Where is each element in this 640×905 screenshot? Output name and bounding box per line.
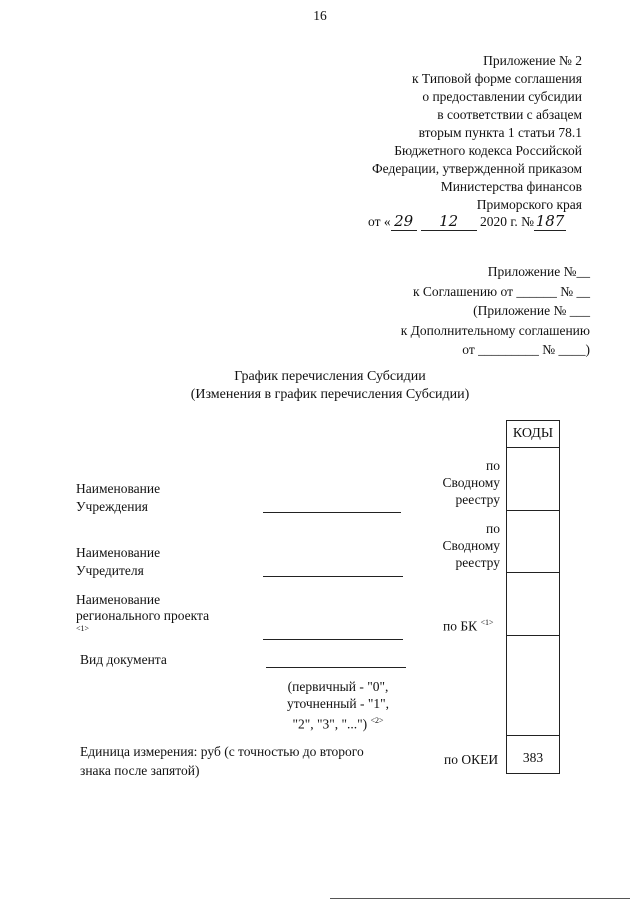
label-line: Наименование — [76, 545, 161, 560]
appendix-main-line: в соответствии с абзацем — [437, 107, 582, 122]
date-year-text: 2020 г. № — [479, 214, 535, 229]
codes-divider — [506, 572, 559, 573]
label-line: регионального проекта — [76, 608, 210, 623]
appendix-agreement-header — [340, 262, 590, 360]
codes-divider — [506, 510, 559, 511]
title-line-2: (Изменения в график перечисления Субсидии) — [190, 387, 470, 402]
date-day-handwritten: 29 — [391, 212, 417, 231]
page-number: 16 — [313, 8, 327, 23]
order-date-line — [368, 212, 588, 231]
code-label-register — [420, 457, 500, 508]
document-type-note — [268, 678, 408, 733]
footnote-marker: <1> — [76, 624, 90, 633]
regional-project-label — [76, 592, 209, 634]
founder-name-label — [76, 544, 160, 580]
okei-code-value: 383 — [522, 750, 544, 765]
appendix-agreement-line: (Приложение № ___ — [473, 303, 590, 318]
note-line: уточненный - "1", — [286, 696, 389, 711]
appendix-main-line: Приложение № 2 — [483, 53, 582, 68]
appendix-main-line: Бюджетного кодекса Российской — [394, 143, 582, 158]
appendix-main-line: Министерства финансов — [440, 179, 582, 194]
code-label-line: по БК — [443, 618, 478, 634]
appendix-main-line: Федерации, утвержденной приказом — [371, 161, 582, 176]
footnote-marker: <2> — [370, 716, 384, 725]
codes-header: КОДЫ — [506, 420, 560, 448]
footnote-marker: <1> — [480, 618, 494, 627]
founder-name-field-line — [263, 576, 403, 577]
document-type-label: Вид документа — [80, 652, 167, 667]
appendix-main-header — [320, 52, 582, 214]
document-title — [120, 368, 540, 404]
code-label-line: Сводному — [442, 538, 500, 553]
code-label-line: по — [486, 458, 500, 473]
code-label-bk — [443, 618, 494, 635]
appendix-agreement-line: к Соглашению от ______ № __ — [412, 283, 590, 299]
label-line: Учредителя — [76, 563, 144, 578]
note-line: "2", "3", "...") — [292, 716, 368, 732]
appendix-main-line: к Типовой форме соглашения — [412, 71, 582, 86]
date-prefix: от « — [368, 214, 391, 229]
institution-name-label — [76, 480, 160, 516]
label-line: Наименование — [76, 481, 161, 496]
unit-of-measure-label — [80, 742, 364, 780]
date-month-handwritten: 12 — [421, 212, 477, 231]
label-line: Единица измерения: руб (с точностью до второго — [80, 744, 364, 759]
appendix-main-line: вторым пункта 1 статьи 78.1 — [418, 125, 582, 140]
code-label-line: реестру — [455, 492, 500, 507]
code-label-okei: по ОКЕИ — [444, 752, 499, 767]
codes-column — [506, 447, 560, 774]
code-label-line: Сводному — [442, 475, 500, 490]
codes-divider — [506, 635, 559, 636]
regional-project-field-line — [263, 639, 403, 640]
appendix-agreement-line: от _________ № ____) — [462, 342, 590, 357]
title-line-1: График перечисления Субсидии — [234, 369, 426, 384]
code-label-register — [420, 520, 500, 571]
label-line: Учреждения — [76, 499, 148, 514]
appendix-agreement-line: к Дополнительному соглашению — [400, 322, 590, 338]
label-line: Наименование — [76, 592, 161, 607]
document-type-field-line — [266, 667, 406, 668]
label-line: знака после запятой) — [80, 763, 200, 778]
bottom-rule — [330, 898, 630, 899]
appendix-main-line: Приморского края — [476, 197, 582, 212]
codes-divider — [506, 735, 559, 736]
note-line: (первичный - "0", — [287, 679, 389, 694]
appendix-agreement-line: Приложение №__ — [487, 264, 590, 279]
code-label-line: реестру — [455, 555, 500, 570]
appendix-main-line: о предоставлении субсидии — [422, 89, 582, 104]
institution-name-field-line — [263, 512, 401, 513]
code-label-line: по — [486, 521, 500, 536]
order-number-handwritten: 187 — [535, 212, 565, 230]
